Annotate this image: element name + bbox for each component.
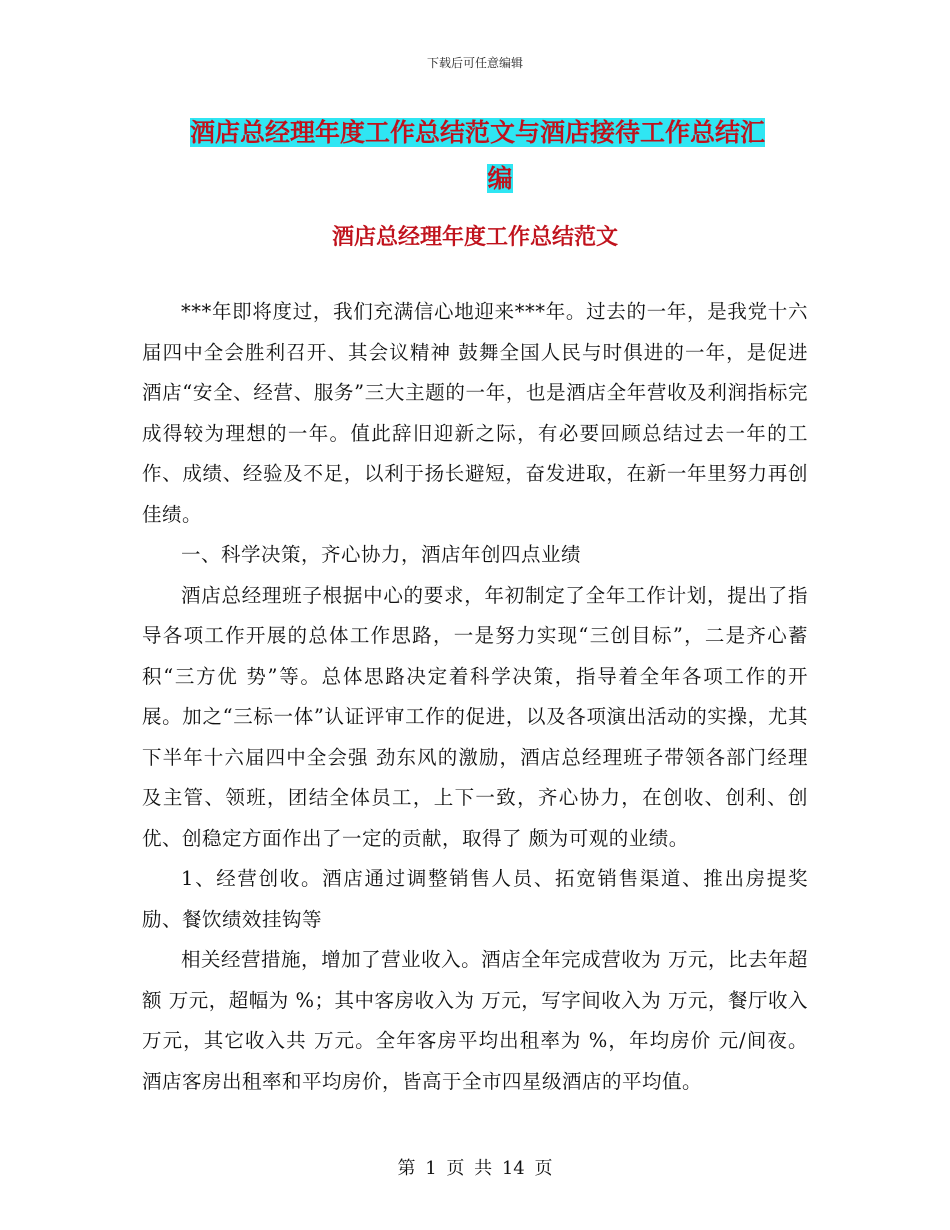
title-highlight-2: 编	[487, 164, 513, 193]
document-title	[190, 110, 810, 202]
page-number-footer: 第 1 页 共 14 页	[397, 1158, 553, 1179]
page-header-note: 下载后可任意编辑	[426, 56, 523, 70]
document-title-line1	[190, 110, 810, 156]
document-body	[142, 292, 808, 1102]
title-highlight-1: 酒店总经理年度工作总结范文与酒店接待工作总结汇	[190, 118, 766, 147]
paragraph-revenue-heading: 1、经营创收。酒店通过调整销售人员、拓宽销售渠道、推出房提奖励、餐饮绩效挂钩等	[142, 867, 808, 931]
paragraph-revenue-details: 相关经营措施，增加了营业收入。酒店全年完成营收为 万元，比去年超额 万元，超幅为 %；其中客房收入为 万元，写字间收入为 万元，餐厅收入 万元，其它收入共 万元。全年客房平均出租率为 %，年均房价 元/间夜。酒店客房出租率和平均房价，皆高于全市四星级酒店的平均值。	[142, 948, 808, 1093]
document-title-line2	[190, 156, 810, 202]
paragraph-intro: ***年即将度过，我们充满信心地迎来***年。过去的一年，是我党十六届四中全会胜利召开、其会议精神 鼓舞全国人民与时俱进的一年，是促进酒店“安全、经营、服务”三大主题的一年，也是酒店全年营收及利润指标完成得较为理想的一年。值此辞旧迎新之际，有必要回顾总结过去一年的工作、成绩、经验及不足，以利于扬长避短，奋发进取，在新一年里努力再创佳绩。	[142, 300, 808, 526]
section-title: 酒店总经理年度工作总结范文	[331, 224, 618, 250]
paragraph-planning: 酒店总经理班子根据中心的要求，年初制定了全年工作计划，提出了指导各项工作开展的总体工作思路，一是努力实现“三创目标”，二是齐心蓄积“三方优 势”等。总体思路决定着科学决策，指导着全年各项工作的开展。加之“三标一体”认证评审工作的促进，以及各项演出活动的实操，尤其下半年十六届四中全会强 劲东风的激励，酒店总经理班子带领各部门经理及主管、领班，团结全体员工，上下一致，齐心协力，在创收、创利、创优、创稳定方面作出了一定的贡献，取得了 颇为可观的业绩。	[142, 583, 808, 850]
paragraph-heading-1: 一、科学决策，齐心协力，酒店年创四点业绩	[181, 543, 582, 566]
